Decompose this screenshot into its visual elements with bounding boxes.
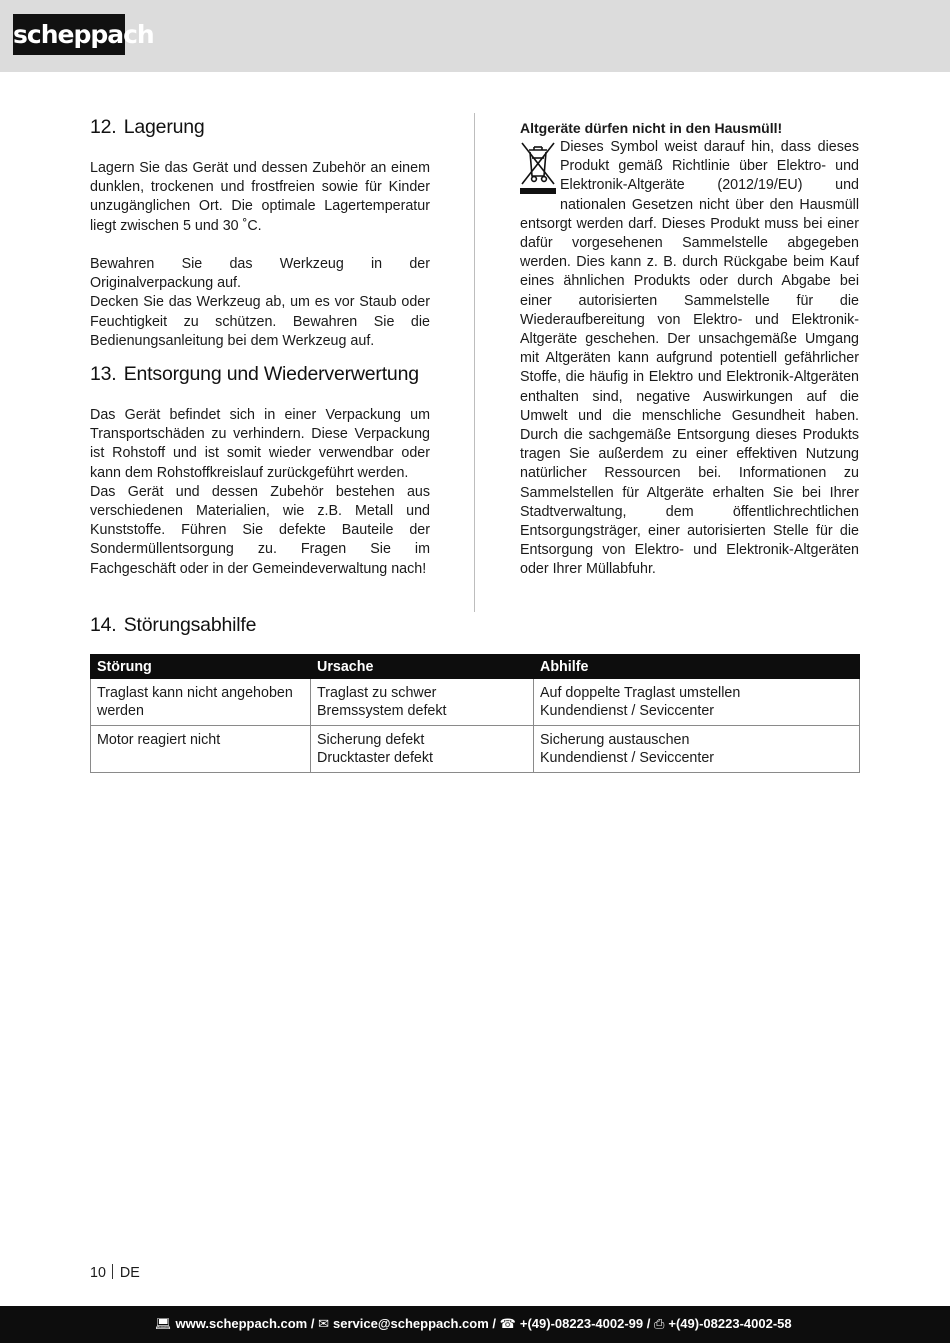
section-13-number: 13. xyxy=(90,363,117,386)
cell-text: Auf doppelte Traglast umstellen xyxy=(540,685,741,701)
column-header-abhilfe: Abhilfe xyxy=(534,655,860,679)
page-number-separator xyxy=(112,1264,113,1279)
page-number-value: 10 xyxy=(90,1265,106,1281)
section-12-title: Lagerung xyxy=(123,116,205,138)
section-12-paragraph-3: Decken Sie das Werkzeug ab, um es vor Staub oder Feuchtigkeit zu schützen. Bewahren Sie die Bedienungsanleitung bei dem Werkzeug auf. xyxy=(90,294,430,349)
page-number xyxy=(90,1264,140,1282)
section-14-title: Störungsabhilfe xyxy=(123,614,257,636)
table-cell-ursache xyxy=(311,726,534,773)
section-13-paragraph-2: Das Gerät und dessen Zubehör bestehen aus verschiedenen Materialien, wie z.B. Metall und Kunststoffe. Führen Sie defekte Bauteile der Sondermüllentsorgung zu. Fragen Sie im Fachgeschäft oder in der Gemeindeverwaltung nach! xyxy=(90,483,430,577)
footer-website[interactable]: www.scheppach.com xyxy=(175,1316,308,1331)
section-13-paragraph-1: Das Gerät befindet sich in einer Verpackung um Transportschäden zu verhindern. Diese Verpackung ist Rohstoff und ist somit wieder verwendbar oder kann dem Rohstoffkreislauf zurückgeführt werden. xyxy=(90,407,430,481)
footer-separator: / xyxy=(492,1316,497,1331)
table-cell-stoerung xyxy=(91,726,311,773)
footer-separator: / xyxy=(646,1316,651,1331)
cell-text: Kundendienst / Seviccenter xyxy=(540,703,715,719)
table-cell-stoerung xyxy=(91,679,311,726)
section-12-paragraph-1: Lagern Sie das Gerät und dessen Zubehör an einem dunklen, trockenen und frostfreien sowie für Kinder unzugänglichen Ort. Die optimale Lagertemperatur liegt zwischen 5 und 30 ˚C. xyxy=(90,160,430,234)
envelope-icon: ✉︎ xyxy=(318,1316,330,1331)
section-13-heading xyxy=(90,361,430,387)
table-header-row xyxy=(91,655,860,679)
cell-text: Kundendienst / Seviccenter xyxy=(540,750,715,766)
troubleshooting-table xyxy=(90,654,860,773)
footer-bar xyxy=(0,1306,950,1343)
section-14-heading xyxy=(90,612,256,638)
section-12-paragraph-2: Bewahren Sie das Werkzeug in der Originalverpackung auf. xyxy=(90,256,430,292)
section-14-number: 14. xyxy=(90,614,117,636)
cell-text: Traglast zu schwer xyxy=(317,685,437,701)
laptop-icon: 💻︎ xyxy=(155,1316,172,1331)
table-row xyxy=(91,679,860,726)
fax-icon: ⎙ xyxy=(653,1316,665,1331)
section-12-heading xyxy=(90,114,430,140)
cell-text: Drucktaster defekt xyxy=(317,750,434,766)
footer-separator: / xyxy=(310,1316,315,1331)
footer-contact xyxy=(155,1315,792,1333)
table-cell-abhilfe xyxy=(534,726,860,773)
weee-paragraph: Dieses Symbol weist darauf hin, dass dieses Produkt gemäß Richtlinie über Elektro- und Elektronik-Altgeräte (2012/19/EU) und nationalen Gesetzen nicht über den Hausmüll entsorgt werden darf. Dieses Produkt muss bei einer dafür vorgesehenen Sammelstelle abgegeben werden. Dies kann z. B. durch Rückgabe beim Kauf eines ähnlichen Produkts oder durch Abgabe bei einer autorisierten Sammelstelle für die Wiederaufbereitung von Elektro- und Elektronik-Altgeräte geschehen. Der unsachgemäße Umgang mit Altgeräten kann aufgrund potentiell gefährlicher Stoffe, die häufig in Elektro und Elektronik-Altgeräten enthalten sind, negative Auswirkungen auf die Umwelt und die menschliche Gesundheit haben. Durch die sachgemäße Entsorgung dieses Produkts tragen Sie außerdem zu einer effektiven Nutzung natürlicher Ressourcen bei. Informationen zu Sammelstellen für Altgeräte erhalten Sie bei Ihrer Stadtverwaltung, dem öffentlichrechtlichen Entsorgungsträger, einer autorisierten Stelle für die Entsorgung von Elektro- und Elektronik-Altgeräten oder Ihrer Müllabfuhr. xyxy=(520,139,859,578)
column-divider xyxy=(474,113,475,612)
table-row xyxy=(91,726,860,773)
scheppach-logo: scheppach xyxy=(13,14,125,55)
cell-text: Sicherung austauschen xyxy=(540,732,690,748)
crossed-out-wheelie-bin-icon xyxy=(520,140,556,197)
cell-text: Motor reagiert nicht xyxy=(97,732,221,748)
left-column xyxy=(90,114,430,579)
footer-phone: +(49)-08223-4002-99 xyxy=(519,1316,644,1331)
right-column xyxy=(520,119,859,580)
cell-text: Bremssystem defekt xyxy=(317,703,447,719)
column-header-ursache: Ursache xyxy=(311,655,534,679)
cell-text: Sicherung defekt xyxy=(317,732,425,748)
table-cell-ursache xyxy=(311,679,534,726)
column-header-stoerung: Störung xyxy=(91,655,311,679)
footer-email[interactable]: service@scheppach.com xyxy=(333,1316,489,1331)
section-12-number: 12. xyxy=(90,116,117,138)
table-cell-abhilfe xyxy=(534,679,860,726)
header-band xyxy=(0,0,950,72)
cell-text: Traglast kann nicht angehoben werden xyxy=(97,685,293,719)
weee-heading: Altgeräte dürfen nicht in den Hausmüll! xyxy=(520,120,783,136)
telephone-icon: ☎︎ xyxy=(499,1316,516,1331)
weee-underline-bar xyxy=(520,188,556,194)
section-13-title: Entsorgung und Wiederverwertung xyxy=(123,363,419,386)
page-language: DE xyxy=(119,1265,140,1281)
footer-fax: +(49)-08223-4002-58 xyxy=(668,1316,792,1331)
